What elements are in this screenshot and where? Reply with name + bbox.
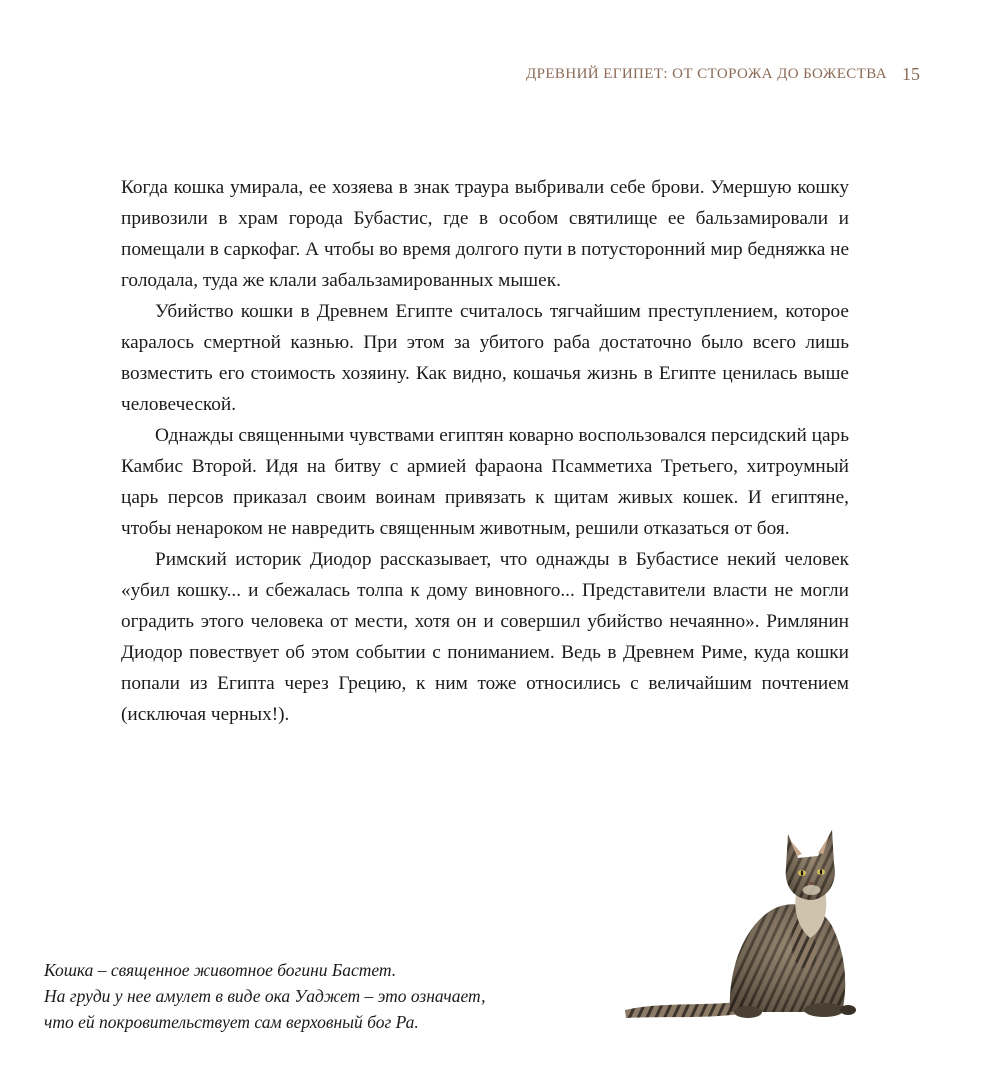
photo-caption xyxy=(44,957,514,1035)
caption-line-2: На груди у нее амулет в виде ока Уаджет – это означает, xyxy=(44,986,486,1006)
caption-line-3: что ей покровительствует сам верховный бог Ра. xyxy=(44,1012,419,1032)
article-body xyxy=(121,172,849,730)
page-number: 15 xyxy=(902,64,920,84)
paragraph-3: Однажды священными чувствами египтян коварно воспользовался персидский царь Камбис Второй. Идя на битву с армией фараона Псамметиха Третьего, хитроумный царь персов приказал своим воинам привязать к щитам живых кошек. И египтяне, чтобы ненароком не навредить священным животным, решили отказаться от боя. xyxy=(121,425,849,539)
paragraph-2: Убийство кошки в Древнем Египте считалось тягчайшим преступлением, которое каралось смертной казнью. При этом за убитого раба достаточно было всего лишь возместить его стоимость хозяину. Как видно, кошачья жизнь в Египте ценилась выше человеческой. xyxy=(121,301,849,415)
caption-line-1: Кошка – священное животное богини Бастет. xyxy=(44,960,397,980)
cat-photo xyxy=(620,826,860,1026)
paragraph-4: Римский историк Диодор рассказывает, что однажды в Бубастисе некий человек «убил кошку... и сбежалась толпа к дому виновного... Представители власти не могли оградить этого человека от мести, хотя он и совершил убийство нечаянно». Римлянин Диодор повествует об этом событии с пониманием. Ведь в Древнем Риме, куда кошки попали из Египта через Грецию, к ним тоже относились с величайшим почтением (исключая черных!). xyxy=(121,549,849,725)
cat-tail xyxy=(625,1002,740,1018)
paragraph-1: Когда кошка умирала, ее хозяева в знак траура выбривали себе брови. Умершую кошку привозили в храм города Бубастис, где в особом святилище ее бальзамировали и помещали в саркофаг. А чтобы во время долгого пути в потусторонний мир бедняжка не голодала, туда же клали забальзамированных мышек. xyxy=(121,177,849,291)
running-head: ДРЕВНИЙ ЕГИПЕТ: ОТ СТОРОЖА ДО БОЖЕСТВА xyxy=(526,66,887,82)
